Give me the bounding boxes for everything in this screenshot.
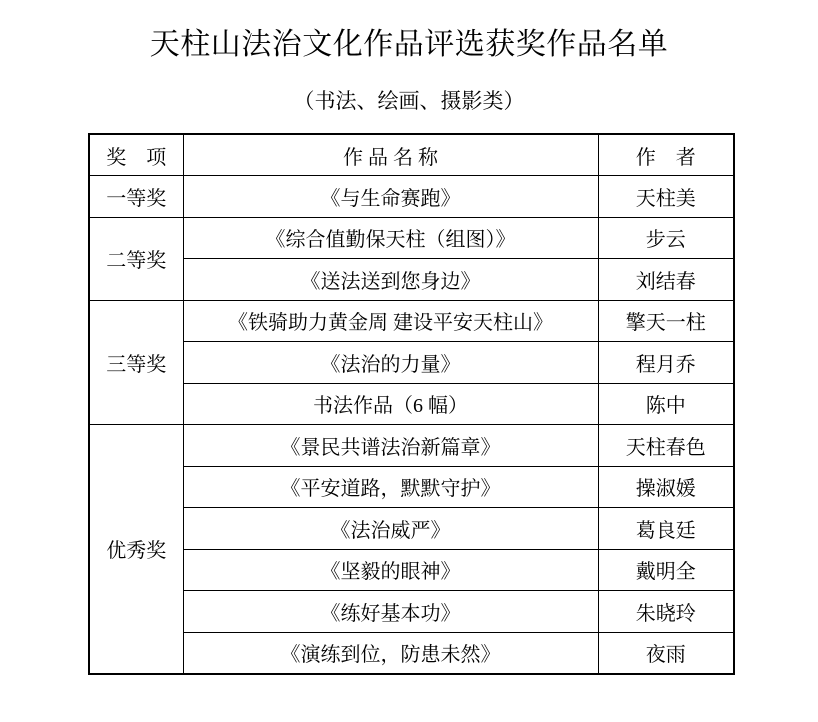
author-cell: 操淑媛 (598, 466, 734, 508)
work-title-cell: 《法治威严》 (183, 508, 598, 550)
table-row (89, 425, 734, 467)
table-row (89, 217, 734, 259)
work-title-cell: 《法治的力量》 (183, 342, 598, 384)
award-cell-third-prize: 三等奖 (89, 300, 183, 425)
work-title-cell: 《送法送到您身边》 (183, 259, 598, 301)
work-title-cell: 《景民共谱法治新篇章》 (183, 425, 598, 467)
author-cell: 夜雨 (598, 632, 734, 674)
table-row (89, 508, 734, 550)
award-cell-second-prize: 二等奖 (89, 217, 183, 300)
table-row (89, 591, 734, 633)
author-cell: 朱晓玲 (598, 591, 734, 633)
column-header-award: 奖 项 (89, 134, 183, 176)
work-title-cell: 《坚毅的眼神》 (183, 549, 598, 591)
author-cell: 天柱春色 (598, 425, 734, 467)
table-row (89, 466, 734, 508)
award-cell-excellence-prize: 优秀奖 (89, 425, 183, 674)
column-header-work: 作 品 名 称 (183, 134, 598, 176)
work-title-cell: 《练好基本功》 (183, 591, 598, 633)
author-cell: 步云 (598, 217, 734, 259)
column-header-author: 作 者 (598, 134, 734, 176)
page-title: 天柱山法治文化作品评选获奖作品名单 (149, 28, 669, 61)
author-cell: 擎天一柱 (598, 300, 734, 342)
author-cell: 程月乔 (598, 342, 734, 384)
awards-table (88, 133, 735, 675)
author-cell: 陈中 (598, 383, 734, 425)
table-row (89, 342, 734, 384)
table-row (89, 259, 734, 301)
author-cell: 天柱美 (598, 176, 734, 218)
table-row (89, 632, 734, 674)
work-title-cell: 《铁骑助力黄金周 建设平安天柱山》 (183, 300, 598, 342)
author-cell: 刘结春 (598, 259, 734, 301)
table-row (89, 549, 734, 591)
header-row (89, 134, 734, 176)
work-title-cell: 《平安道路，默默守护》 (183, 466, 598, 508)
author-cell: 戴明全 (598, 549, 734, 591)
work-title-cell: 《演练到位，防患未然》 (183, 632, 598, 674)
page-subtitle: （书法、绘画、摄影类） (293, 89, 525, 113)
table-row (89, 176, 734, 218)
author-cell: 葛良廷 (598, 508, 734, 550)
work-title-cell: 《综合值勤保天柱（组图）》 (183, 217, 598, 259)
table-row (89, 383, 734, 425)
award-cell-first-prize: 一等奖 (89, 176, 183, 218)
work-title-cell: 书法作品（6 幅） (183, 383, 598, 425)
work-title-cell: 《与生命赛跑》 (183, 176, 598, 218)
table-row (89, 300, 734, 342)
